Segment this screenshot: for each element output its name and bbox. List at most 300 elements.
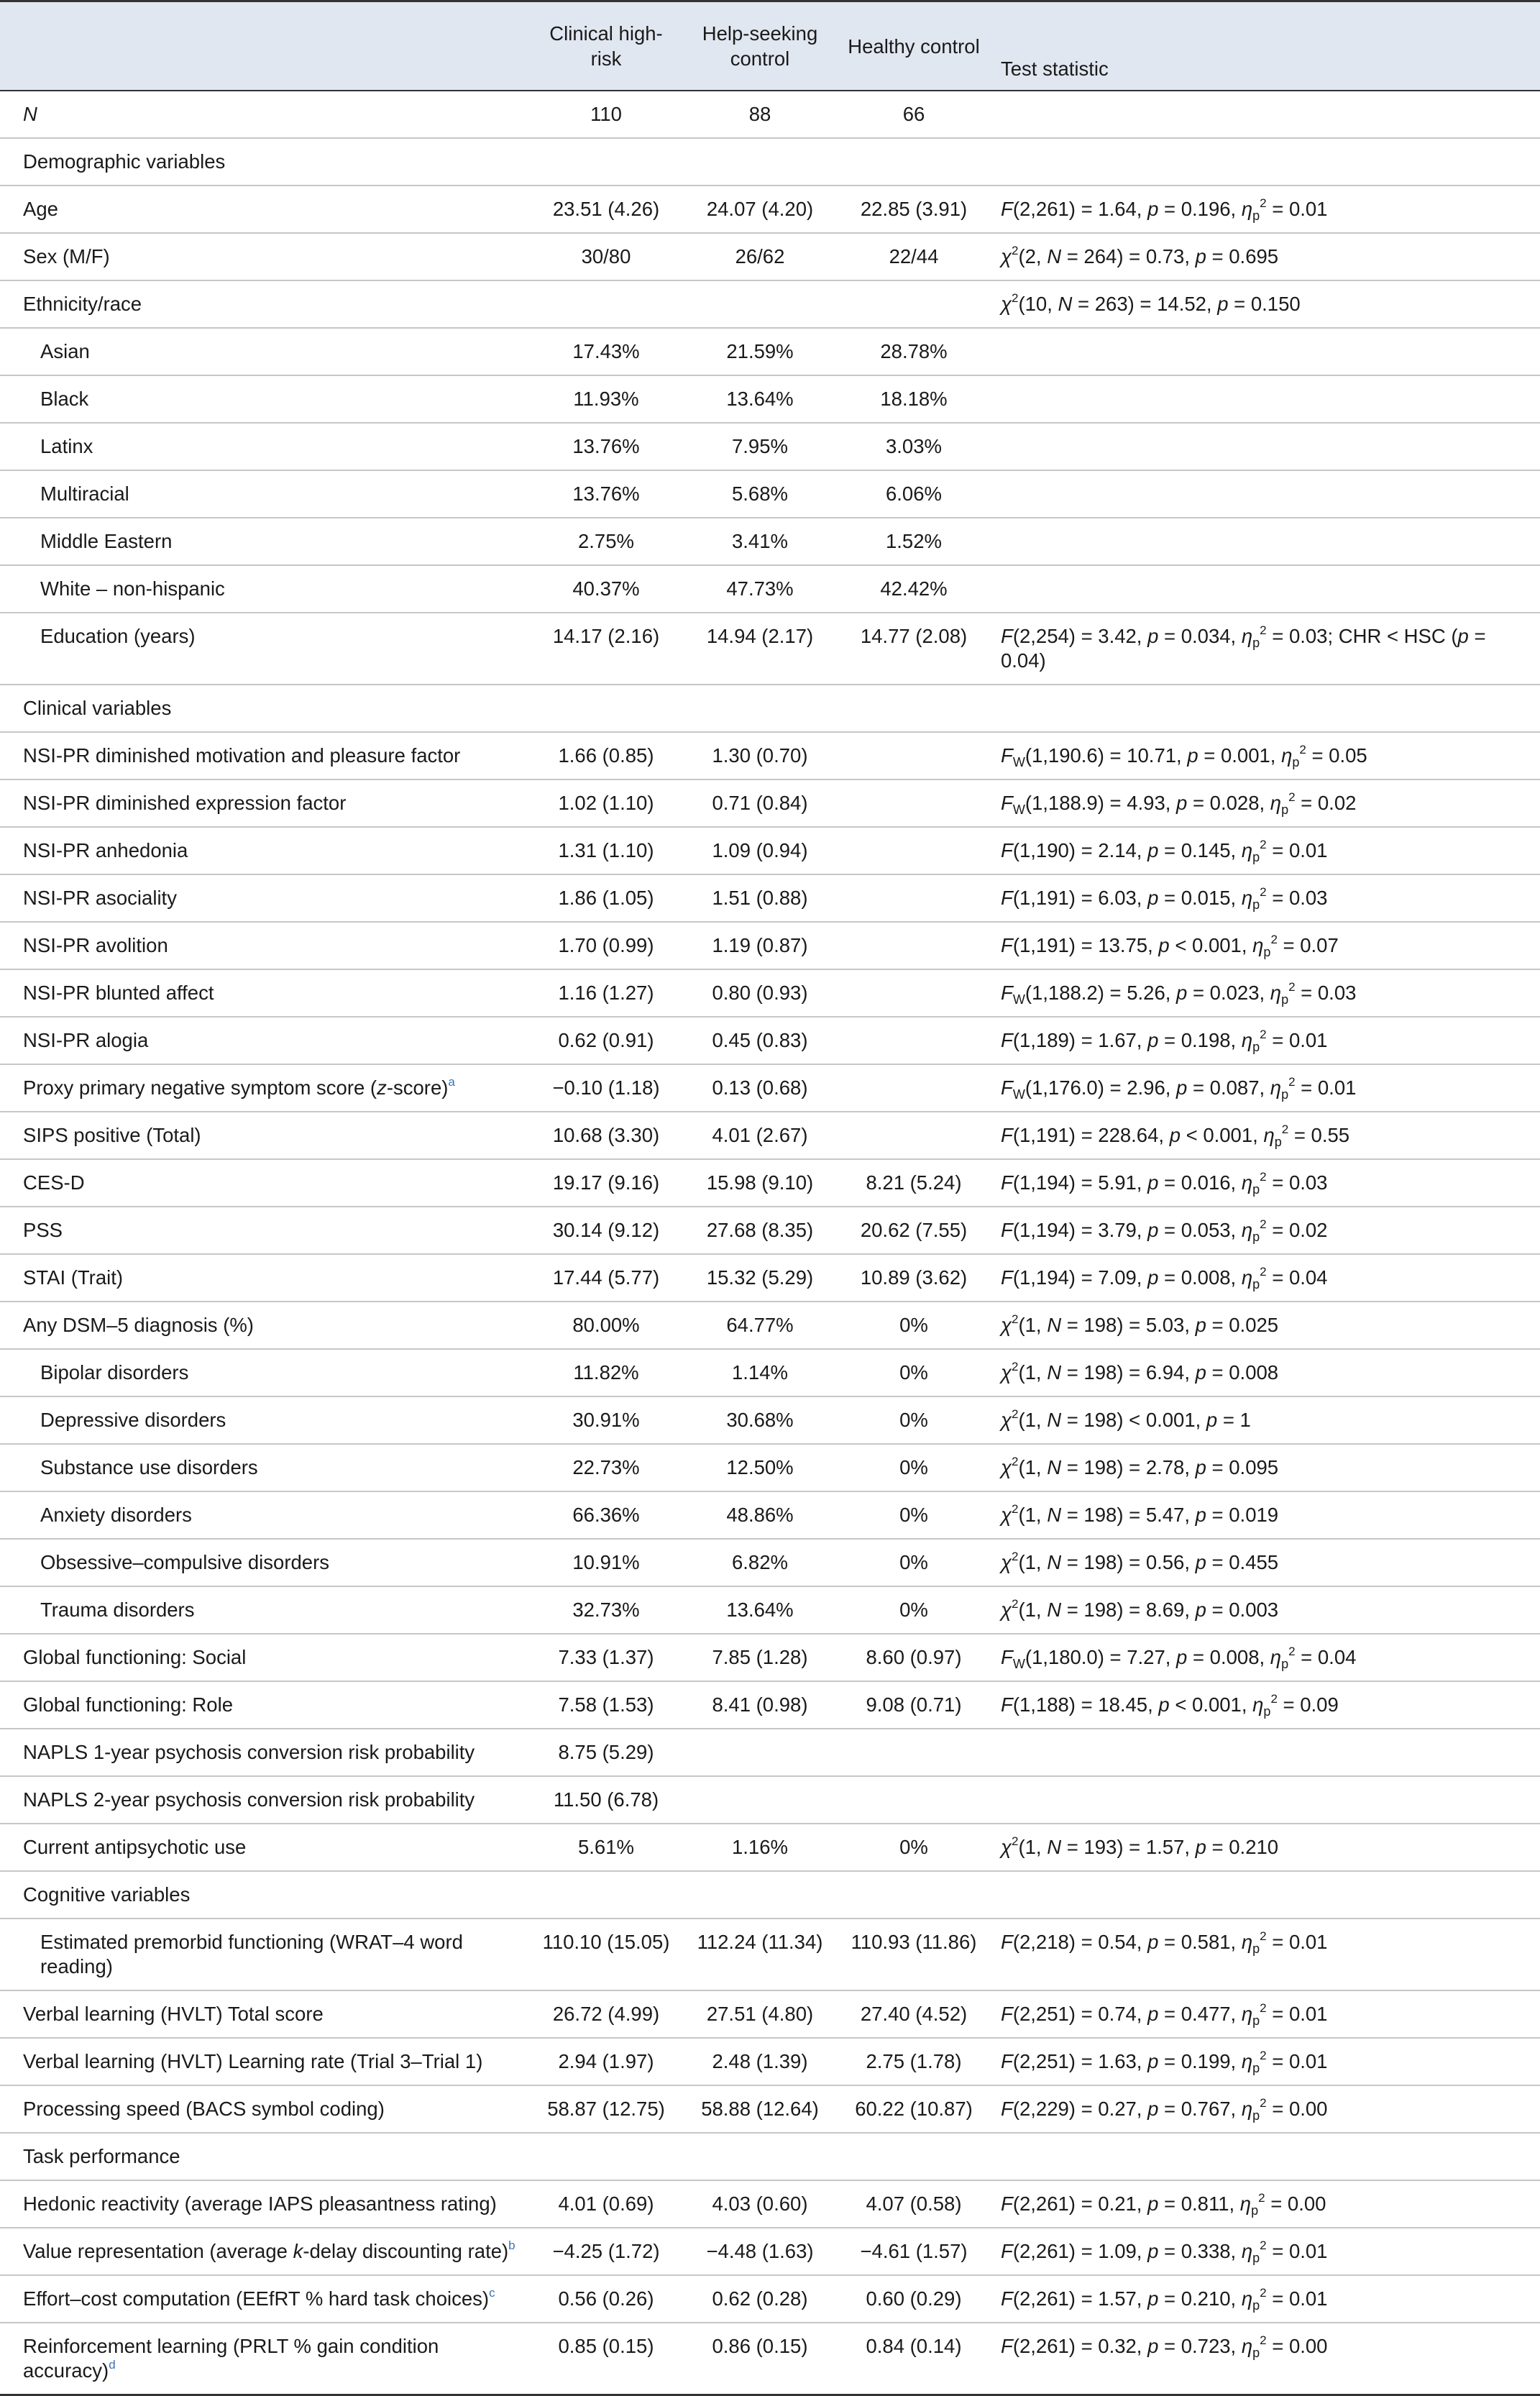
cell-hc: 20.62 (7.55) (837, 1207, 991, 1254)
table-row (0, 2038, 1540, 2085)
cell-chr: −4.25 (1.72) (529, 2228, 683, 2275)
cell-hc (837, 1017, 991, 1064)
row-label: NAPLS 2-year psychosis conversion risk probability (0, 1776, 529, 1824)
cell-test (991, 1491, 1540, 1539)
test-statistic-text: F(1,188) = 18.45, p < 0.001, $\eta_p^2 = 0.09$ (1001, 1692, 1339, 1719)
row-label: Trauma disorders (0, 1586, 529, 1634)
cell-hsc: 1.30 (0.70) (683, 732, 837, 779)
footnote-marker-b[interactable]: b (508, 2239, 515, 2252)
cell-test (991, 779, 1540, 827)
cell-chr: 23.51 (4.26) (529, 186, 683, 233)
table-row (0, 565, 1540, 613)
row-label: NSI-PR diminished motivation and pleasure factor (0, 732, 529, 779)
cell-hsc: 4.03 (0.60) (683, 2180, 837, 2228)
row-label: Latinx (0, 423, 529, 470)
cell-hc: 0% (837, 1491, 991, 1539)
cell-hc (837, 779, 991, 827)
table-row (0, 1444, 1540, 1491)
cell-hc (837, 827, 991, 874)
cell-test (991, 423, 1540, 470)
section-heading: Cognitive variables (0, 1871, 529, 1919)
test-statistic-text: $F_W(1,176.0) = 2.96$, p = 0.087, $\eta_p^2 = 0.01$ (1001, 1075, 1357, 1102)
table-row (0, 922, 1540, 969)
test-statistic-text: $\chi^2(1$, N = 198) < 0.001, p = 1 (1001, 1407, 1251, 1431)
cell-test (991, 922, 1540, 969)
cell-chr: 5.61% (529, 1824, 683, 1871)
test-statistic-text: F(1,194) = 5.91, p = 0.016, $\eta_p^2 = 0.03$ (1001, 1170, 1328, 1197)
test-statistic-text: F(2,254) = 3.42, p = 0.034, $\eta_p^2 = 0.03$; CHR < HSC (p = 0.04) (1001, 623, 1486, 672)
row-label: N (0, 91, 529, 138)
cell-chr: 1.02 (1.10) (529, 779, 683, 827)
section-clinical (0, 685, 1540, 732)
cell-test (991, 2038, 1540, 2085)
test-statistic-text: F(2,229) = 0.27, p = 0.767, $\eta_p^2 = 0.00$ (1001, 2096, 1328, 2123)
cell-chr: 0.56 (0.26) (529, 2275, 683, 2323)
cell-hc: 6.06% (837, 470, 991, 518)
cell-test (991, 1919, 1540, 1990)
section-heading: Clinical variables (0, 685, 529, 732)
cell-hsc: 2.48 (1.39) (683, 2038, 837, 2085)
cell-chr: −0.10 (1.18) (529, 1064, 683, 1112)
cell-chr: 11.93% (529, 375, 683, 423)
table-row (0, 969, 1540, 1017)
cell-hsc: 47.73% (683, 565, 837, 613)
cell-test (991, 1302, 1540, 1349)
row-label: NSI-PR asociality (0, 874, 529, 922)
cell-test (991, 1729, 1540, 1776)
row-label: Middle Eastern (0, 518, 529, 565)
cell-hsc: 26/62 (683, 233, 837, 280)
test-statistic-text: F(1,189) = 1.67, p = 0.198, $\eta_p^2 = 0.01$ (1001, 1028, 1328, 1054)
cell-hsc: 1.09 (0.94) (683, 827, 837, 874)
cell-hsc: 48.86% (683, 1491, 837, 1539)
table-row-n (0, 91, 1540, 138)
cell-hsc: 4.01 (2.67) (683, 1112, 837, 1159)
row-label: Bipolar disorders (0, 1349, 529, 1396)
cell-chr: 30/80 (529, 233, 683, 280)
cell-hsc: 1.16% (683, 1824, 837, 1871)
test-statistic-text: $\chi^2(1$, N = 193) = 1.57, p = 0.210 (1001, 1834, 1279, 1858)
cell-test (991, 1396, 1540, 1444)
cell-hc: 9.08 (0.71) (837, 1681, 991, 1729)
cell-chr: 14.17 (2.16) (529, 613, 683, 685)
test-statistic-text: F(2,261) = 1.64, p = 0.196, $\eta_p^2 = 0.01$ (1001, 196, 1328, 223)
cell-hsc: 0.86 (0.15) (683, 2323, 837, 2395)
table-row (0, 1491, 1540, 1539)
table-row (0, 1302, 1540, 1349)
row-label: Age (0, 186, 529, 233)
cell-hc: 22/44 (837, 233, 991, 280)
cell-test (991, 470, 1540, 518)
row-label: NSI-PR anhedonia (0, 827, 529, 874)
test-statistic-text: $\chi^2(1$, N = 198) = 5.47, p = 0.019 (1001, 1502, 1279, 1526)
cell-chr: 13.76% (529, 423, 683, 470)
row-label: Estimated premorbid functioning (WRAT–4 word reading) (0, 1919, 529, 1990)
table-header-row (0, 1, 1540, 91)
test-statistic-text: $\chi^2(1$, N = 198) = 5.03, p = 0.025 (1001, 1312, 1279, 1336)
row-label: Any DSM–5 diagnosis (%) (0, 1302, 529, 1349)
cell-hc: 66 (837, 91, 991, 138)
table-row (0, 1634, 1540, 1681)
cell-test (991, 91, 1540, 138)
cell-chr: 4.01 (0.69) (529, 2180, 683, 2228)
cell-hsc: −4.48 (1.63) (683, 2228, 837, 2275)
cell-hsc (683, 280, 837, 328)
row-label: Global functioning: Social (0, 1634, 529, 1681)
table-row (0, 874, 1540, 922)
cell-hc: 2.75 (1.78) (837, 2038, 991, 2085)
section-heading: Task performance (0, 2133, 529, 2180)
cell-hc: 8.60 (0.97) (837, 1634, 991, 1681)
cell-hc: 14.77 (2.08) (837, 613, 991, 685)
row-label: Verbal learning (HVLT) Learning rate (Trial 3–Trial 1) (0, 2038, 529, 2085)
cell-hsc: 12.50% (683, 1444, 837, 1491)
cell-test (991, 233, 1540, 280)
cell-test (991, 280, 1540, 328)
test-statistic-text: F(2,251) = 0.74, p = 0.477, $\eta_p^2 = 0.01$ (1001, 2001, 1328, 2028)
cell-test (991, 1681, 1540, 1729)
cell-hc: 4.07 (0.58) (837, 2180, 991, 2228)
cell-hsc: 14.94 (2.17) (683, 613, 837, 685)
row-label: NSI-PR blunted affect (0, 969, 529, 1017)
table-row (0, 1349, 1540, 1396)
cell-chr: 110 (529, 91, 683, 138)
cell-hsc: 112.24 (11.34) (683, 1919, 837, 1990)
cell-test (991, 1112, 1540, 1159)
row-label: NAPLS 1-year psychosis conversion risk probability (0, 1729, 529, 1776)
row-label: SIPS positive (Total) (0, 1112, 529, 1159)
table-row (0, 423, 1540, 470)
cell-hc: 0.60 (0.29) (837, 2275, 991, 2323)
cell-test (991, 1254, 1540, 1302)
cell-hc: 0.84 (0.14) (837, 2323, 991, 2395)
cell-test (991, 874, 1540, 922)
cell-hc: 0% (837, 1539, 991, 1586)
cell-hc: −4.61 (1.57) (837, 2228, 991, 2275)
table-row (0, 470, 1540, 518)
cell-chr: 26.72 (4.99) (529, 1990, 683, 2038)
test-statistic-text: F(1,194) = 3.79, p = 0.053, $\eta_p^2 = 0.02$ (1001, 1217, 1328, 1244)
section-demographic (0, 138, 1540, 186)
table-row (0, 1776, 1540, 1824)
test-statistic-text: $\chi^2(10$, N = 263) = 14.52, p = 0.150 (1001, 291, 1301, 315)
cell-hc: 0% (837, 1444, 991, 1491)
table-row (0, 518, 1540, 565)
row-label: Processing speed (BACS symbol coding) (0, 2085, 529, 2133)
cell-chr: 13.76% (529, 470, 683, 518)
cell-hsc: 30.68% (683, 1396, 837, 1444)
row-label: Current antipsychotic use (0, 1824, 529, 1871)
cell-hsc: 13.64% (683, 1586, 837, 1634)
table-row (0, 779, 1540, 827)
cell-hc (837, 922, 991, 969)
cell-hsc: 0.13 (0.68) (683, 1064, 837, 1112)
section-task (0, 2133, 1540, 2180)
row-label: Depressive disorders (0, 1396, 529, 1444)
header-clinical-high-risk: Clinical high-risk (529, 1, 683, 91)
row-label: STAI (Trait) (0, 1254, 529, 1302)
row-label: Obsessive–compulsive disorders (0, 1539, 529, 1586)
cell-chr: 8.75 (5.29) (529, 1729, 683, 1776)
test-statistic-text: $\chi^2(1$, N = 198) = 2.78, p = 0.095 (1001, 1455, 1279, 1478)
test-statistic-text: $F_W(1,180.0) = 7.27$, p = 0.008, $\eta_p^2 = 0.04$ (1001, 1645, 1357, 1671)
table-row (0, 233, 1540, 280)
row-label (0, 2275, 529, 2323)
footnote-marker-a[interactable]: a (448, 1075, 455, 1089)
header-healthy-control: Healthy control (837, 1, 991, 91)
cell-hsc: 6.82% (683, 1539, 837, 1586)
cell-hc: 0% (837, 1349, 991, 1396)
cell-chr: 10.68 (3.30) (529, 1112, 683, 1159)
row-label: Hedonic reactivity (average IAPS pleasantness rating) (0, 2180, 529, 2228)
cell-test (991, 186, 1540, 233)
cell-hsc: 1.19 (0.87) (683, 922, 837, 969)
table-row (0, 1396, 1540, 1444)
cell-test (991, 2323, 1540, 2395)
cell-test (991, 1064, 1540, 1112)
table-row (0, 2323, 1540, 2395)
cell-test (991, 2085, 1540, 2133)
cell-chr: 1.66 (0.85) (529, 732, 683, 779)
cell-chr: 58.87 (12.75) (529, 2085, 683, 2133)
cell-chr: 1.70 (0.99) (529, 922, 683, 969)
cell-chr: 40.37% (529, 565, 683, 613)
cell-test (991, 1444, 1540, 1491)
cell-hc (837, 1064, 991, 1112)
table-row (0, 2085, 1540, 2133)
cell-chr: 1.31 (1.10) (529, 827, 683, 874)
table-row (0, 375, 1540, 423)
row-label-text: Effort–cost computation (EEfRT % hard task choices) (23, 2287, 490, 2310)
table-row (0, 732, 1540, 779)
row-label (0, 1064, 529, 1112)
test-statistic-text: F(1,194) = 7.09, p = 0.008, $\eta_p^2 = 0.04$ (1001, 1265, 1328, 1291)
test-statistic-text: $F_W(1,188.2) = 5.26$, p = 0.023, $\eta_p^2 = 0.03$ (1001, 980, 1357, 1007)
cell-chr: 66.36% (529, 1491, 683, 1539)
cell-test (991, 375, 1540, 423)
table-row (0, 2275, 1540, 2323)
row-label-text: Value representation (average k-delay discounting rate) (23, 2240, 509, 2262)
test-statistic-text: $F_W(1,190.6) = 10.71$, p = 0.001, $\eta_p^2 = 0.05$ (1001, 743, 1367, 769)
row-label: White – non-hispanic (0, 565, 529, 613)
footnote-marker-c[interactable]: c (489, 2286, 495, 2300)
cell-test (991, 1159, 1540, 1207)
cell-test (991, 1539, 1540, 1586)
row-label-text: Proxy primary negative symptom score (z-score) (23, 1076, 449, 1099)
header-help-seeking-control: Help-seeking control (683, 1, 837, 91)
cell-hsc: 64.77% (683, 1302, 837, 1349)
cell-hc (837, 1112, 991, 1159)
test-statistic-text: $F_W(1,188.9) = 4.93$, p = 0.028, $\eta_p^2 = 0.02$ (1001, 790, 1357, 817)
table-row (0, 1254, 1540, 1302)
cell-chr (529, 280, 683, 328)
table-row (0, 1729, 1540, 1776)
cell-chr: 17.43% (529, 328, 683, 375)
cell-hc: 8.21 (5.24) (837, 1159, 991, 1207)
row-label: Multiracial (0, 470, 529, 518)
cell-hsc: 13.64% (683, 375, 837, 423)
cell-chr: 17.44 (5.77) (529, 1254, 683, 1302)
row-label: NSI-PR avolition (0, 922, 529, 969)
table-row (0, 1990, 1540, 2038)
row-label: PSS (0, 1207, 529, 1254)
cell-test (991, 1990, 1540, 2038)
cell-hsc (683, 1729, 837, 1776)
cell-hc: 42.42% (837, 565, 991, 613)
cell-hsc: 88 (683, 91, 837, 138)
cell-hc (837, 732, 991, 779)
table-row (0, 1017, 1540, 1064)
test-statistic-text: F(2,261) = 0.32, p = 0.723, $\eta_p^2 = 0.00$ (1001, 2333, 1328, 2360)
test-statistic-text: $\chi^2(1$, N = 198) = 6.94, p = 0.008 (1001, 1360, 1279, 1384)
cell-test (991, 732, 1540, 779)
cell-chr: 30.14 (9.12) (529, 1207, 683, 1254)
cell-hsc: 21.59% (683, 328, 837, 375)
test-statistic-text: F(1,190) = 2.14, p = 0.145, $\eta_p^2 = 0.01$ (1001, 838, 1328, 864)
cell-hsc: 27.51 (4.80) (683, 1990, 837, 2038)
cell-test (991, 1017, 1540, 1064)
table-row (0, 2180, 1540, 2228)
cell-chr: 110.10 (15.05) (529, 1919, 683, 1990)
cell-test (991, 1586, 1540, 1634)
row-label: Sex (M/F) (0, 233, 529, 280)
table-row (0, 280, 1540, 328)
table-row (0, 328, 1540, 375)
cell-chr: 1.16 (1.27) (529, 969, 683, 1017)
test-statistic-text: F(1,191) = 6.03, p = 0.015, $\eta_p^2 = 0.03$ (1001, 885, 1328, 912)
cell-chr: 22.73% (529, 1444, 683, 1491)
header-test-statistic: Test statistic (991, 1, 1540, 91)
test-statistic-text: F(1,191) = 13.75, p < 0.001, $\eta_p^2 = 0.07$ (1001, 933, 1339, 959)
cell-hsc: 3.41% (683, 518, 837, 565)
cell-hc (837, 1729, 991, 1776)
cell-hc (837, 874, 991, 922)
test-statistic-text: F(2,251) = 1.63, p = 0.199, $\eta_p^2 = 0.01$ (1001, 2049, 1328, 2075)
cell-hsc: 1.14% (683, 1349, 837, 1396)
cell-chr: 2.94 (1.97) (529, 2038, 683, 2085)
cell-test (991, 518, 1540, 565)
cell-hsc: 24.07 (4.20) (683, 186, 837, 233)
cell-hc: 0% (837, 1824, 991, 1871)
cell-chr: 10.91% (529, 1539, 683, 1586)
cell-hc: 27.40 (4.52) (837, 1990, 991, 2038)
row-label: Substance use disorders (0, 1444, 529, 1491)
test-statistic-text: F(2,218) = 0.54, p = 0.581, $\eta_p^2 = 0.01$ (1001, 1929, 1328, 1956)
test-statistic-text: $\chi^2(2$, N = 264) = 0.73, p = 0.695 (1001, 244, 1279, 268)
cell-test (991, 1824, 1540, 1871)
cell-test (991, 328, 1540, 375)
cell-hsc: 0.80 (0.93) (683, 969, 837, 1017)
row-label: Anxiety disorders (0, 1491, 529, 1539)
cell-test (991, 1776, 1540, 1824)
cell-test (991, 613, 1540, 685)
cell-chr: 0.85 (0.15) (529, 2323, 683, 2395)
cell-hc: 28.78% (837, 328, 991, 375)
table-row (0, 1064, 1540, 1112)
cell-hc: 18.18% (837, 375, 991, 423)
cell-hc: 3.03% (837, 423, 991, 470)
table-row (0, 186, 1540, 233)
cell-chr: 7.58 (1.53) (529, 1681, 683, 1729)
cell-chr: 80.00% (529, 1302, 683, 1349)
table-row (0, 1824, 1540, 1871)
cell-hsc: 27.68 (8.35) (683, 1207, 837, 1254)
cell-hc: 22.85 (3.91) (837, 186, 991, 233)
table-row (0, 1112, 1540, 1159)
cell-test (991, 565, 1540, 613)
cell-hc: 60.22 (10.87) (837, 2085, 991, 2133)
cell-hc: 0% (837, 1396, 991, 1444)
row-label: Ethnicity/race (0, 280, 529, 328)
cell-chr: 2.75% (529, 518, 683, 565)
cell-hsc: 0.62 (0.28) (683, 2275, 837, 2323)
cell-hsc: 0.45 (0.83) (683, 1017, 837, 1064)
row-label: CES-D (0, 1159, 529, 1207)
cell-hc (837, 969, 991, 1017)
cell-chr: 0.62 (0.91) (529, 1017, 683, 1064)
cell-chr: 1.86 (1.05) (529, 874, 683, 922)
cell-hsc: 8.41 (0.98) (683, 1681, 837, 1729)
test-statistic-text: F(2,261) = 1.57, p = 0.210, $\eta_p^2 = 0.01$ (1001, 2286, 1328, 2313)
table-row (0, 1539, 1540, 1586)
test-statistic-text: $\chi^2(1$, N = 198) = 8.69, p = 0.003 (1001, 1597, 1279, 1621)
cell-test (991, 2180, 1540, 2228)
cell-test (991, 1349, 1540, 1396)
cell-hsc: 5.68% (683, 470, 837, 518)
cell-test (991, 1634, 1540, 1681)
section-heading: Demographic variables (0, 138, 529, 186)
table-row (0, 827, 1540, 874)
row-label: NSI-PR alogia (0, 1017, 529, 1064)
cell-test (991, 2228, 1540, 2275)
table-row (0, 1681, 1540, 1729)
cell-hsc: 58.88 (12.64) (683, 2085, 837, 2133)
test-statistic-text: F(2,261) = 1.09, p = 0.338, $\eta_p^2 = 0.01$ (1001, 2239, 1328, 2265)
table-row (0, 1919, 1540, 1990)
footnote-marker-d[interactable]: d (109, 2358, 116, 2372)
cell-chr: 11.82% (529, 1349, 683, 1396)
test-statistic-text: $\chi^2(1$, N = 198) = 0.56, p = 0.455 (1001, 1550, 1279, 1573)
cell-chr: 32.73% (529, 1586, 683, 1634)
cell-hc: 0% (837, 1302, 991, 1349)
table-row (0, 1207, 1540, 1254)
table-row (0, 2228, 1540, 2275)
cell-test (991, 2275, 1540, 2323)
cell-test (991, 969, 1540, 1017)
cell-test (991, 1207, 1540, 1254)
table-row (0, 613, 1540, 685)
cell-hsc: 0.71 (0.84) (683, 779, 837, 827)
cell-hc (837, 280, 991, 328)
test-statistic-text: F(2,261) = 0.21, p = 0.811, $\eta_p^2 = 0.00$ (1001, 2191, 1326, 2218)
cell-chr: 30.91% (529, 1396, 683, 1444)
cell-hsc: 15.98 (9.10) (683, 1159, 837, 1207)
cell-hsc: 7.85 (1.28) (683, 1634, 837, 1681)
cell-hsc: 7.95% (683, 423, 837, 470)
cell-hsc: 15.32 (5.29) (683, 1254, 837, 1302)
cell-hsc: 1.51 (0.88) (683, 874, 837, 922)
cell-chr: 19.17 (9.16) (529, 1159, 683, 1207)
row-label (0, 2228, 529, 2275)
cell-test (991, 827, 1540, 874)
test-statistic-text: F(1,191) = 228.64, p < 0.001, $\eta_p^2 = 0.55$ (1001, 1122, 1350, 1149)
cell-hc: 110.93 (11.86) (837, 1919, 991, 1990)
row-label: Asian (0, 328, 529, 375)
cell-chr: 11.50 (6.78) (529, 1776, 683, 1824)
row-label: Black (0, 375, 529, 423)
row-label (0, 2323, 529, 2395)
cell-hc (837, 1776, 991, 1824)
